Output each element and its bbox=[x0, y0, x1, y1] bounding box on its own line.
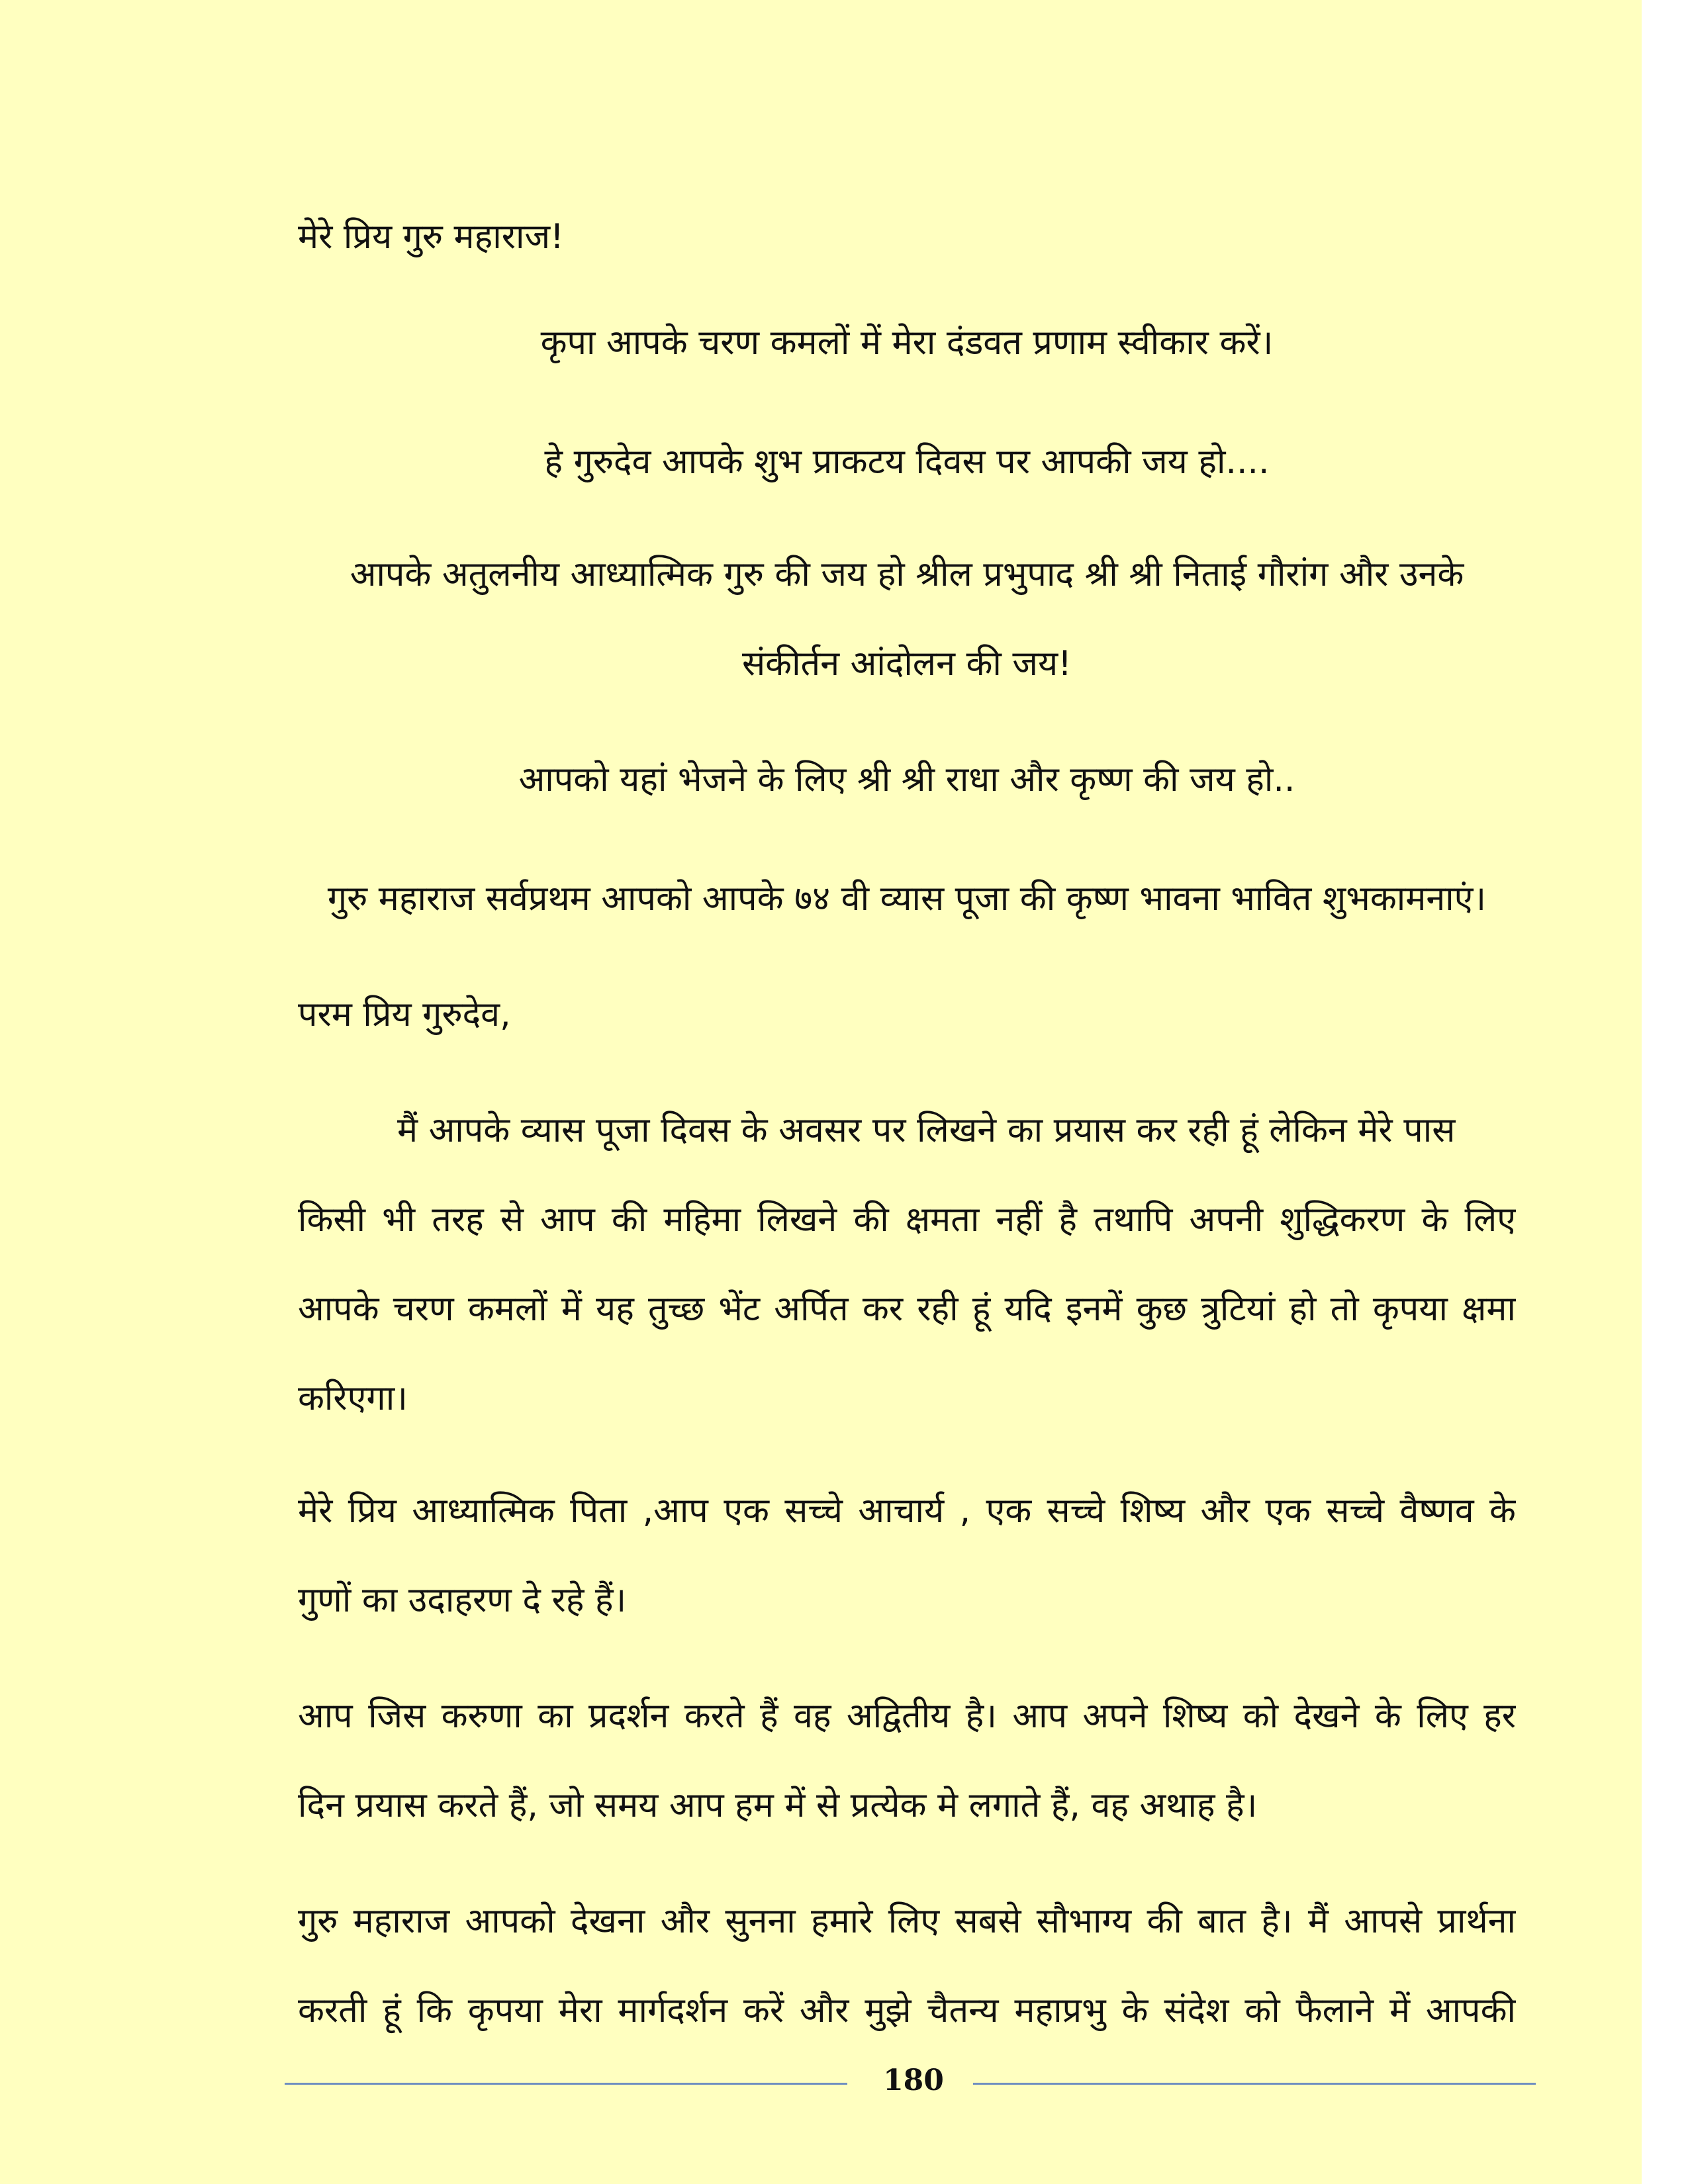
paragraph-line: गुणों का उदाहरण दे रहे हैं। bbox=[298, 1580, 627, 1620]
paragraph-line: गुरु महाराज आपको देखना और सुनना हमारे लिए सबसे सौभाग्य की बात है। मैं आपसे प्रार्थना bbox=[298, 1901, 1516, 1941]
salutation: परम प्रिय गुरुदेव, bbox=[298, 995, 511, 1034]
jaya-line: हे गुरुदेव आपके शुभ प्राकटय दिवस पर आपकी जय हो.... bbox=[544, 442, 1270, 482]
wishes-line: गुरु महाराज सर्वप्रथम आपको आपके ७४ वी व्यास पूजा की कृष्ण भावना भावित शुभकामनाएं। bbox=[327, 879, 1487, 919]
page-number: 180 bbox=[883, 2064, 944, 2097]
paragraph-line: मैं आपके व्यास पूजा दिवस के अवसर पर लिखने का प्रयास कर रही हूं लेकिन मेरे पास bbox=[397, 1111, 1456, 1150]
footer-rule-left bbox=[285, 2083, 847, 2085]
paragraph-line: दिन प्रयास करते हैं, जो समय आप हम में से प्रत्येक मे लगाते हैं, वह अथाह है। bbox=[298, 1786, 1258, 1825]
paragraph-line: किसी भी तरह से आप की महिमा लिखने की क्षमता नहीं है तथापि अपनी शुद्धिकरण के लिए bbox=[298, 1200, 1516, 1240]
spiritual-master-line-1: आपके अतुलनीय आध्यात्मिक गुरु की जय हो श्रील प्रभुपाद श्री श्री निताई गौरांग और उनके bbox=[350, 555, 1464, 594]
paragraph-line: करती हूं कि कृपया मेरा मार्गदर्शन करें और मुझे चैतन्य महाप्रभु के संदेश को फैलाने में आपकी bbox=[298, 1991, 1516, 2030]
obeisance-line: कृपा आपके चरण कमलों में मेरा दंडवत प्रणाम स्वीकार करें। bbox=[540, 323, 1274, 363]
footer-rule-right bbox=[973, 2083, 1536, 2085]
spiritual-master-line-2: संकीर्तन आंदोलन की जय! bbox=[742, 644, 1072, 684]
paragraph-line: आप जिस करुणा का प्रदर्शन करते हैं वह अद्वितीय है। आप अपने शिष्य को देखने के लिए हर bbox=[298, 1696, 1516, 1736]
paragraph-line: आपके चरण कमलों में यह तुच्छ भेंट अर्पित कर रही हूं यदि इनमें कुछ त्रुटियां हो तो कृपया क्षमा bbox=[298, 1289, 1516, 1329]
radha-krishna-line: आपको यहां भेजने के लिए श्री श्री राधा और कृष्ण की जय हो.. bbox=[518, 760, 1295, 799]
paragraph-line: मेरे प्रिय आध्यात्मिक पिता ,आप एक सच्चे आचार्य , एक सच्चे शिष्य और एक सच्चे वैष्णव के bbox=[298, 1491, 1516, 1531]
paragraph-line: करिएगा। bbox=[298, 1379, 408, 1418]
greeting: मेरे प्रिय गुरु महाराज! bbox=[298, 217, 564, 257]
